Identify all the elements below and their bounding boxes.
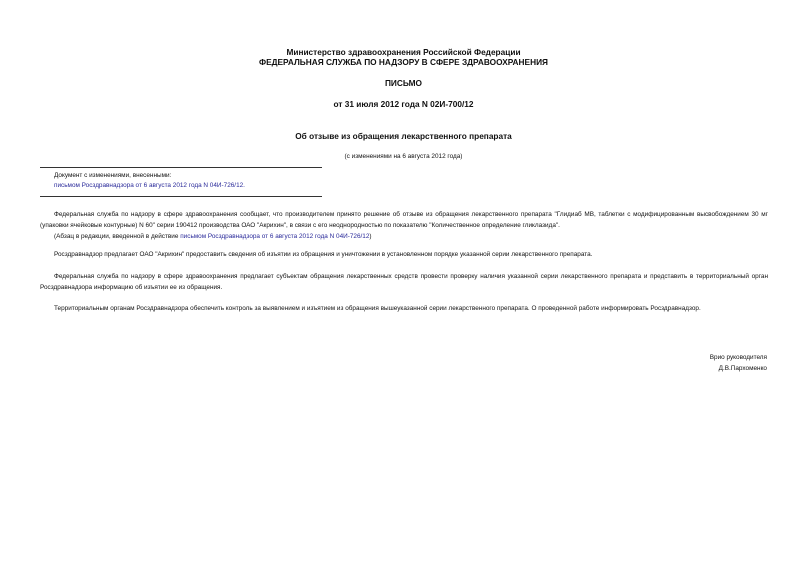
document-date-number: от 31 июля 2012 года N 02И-700/12 [333,99,474,109]
edit-note-link[interactable]: письмом Росздравнадзора от 6 августа 2012 года N 04И-726/12 [180,233,370,240]
paragraph-territorial-control: Территориальным органам Росздравнадзора обеспечить контроль за выявлением и изъятием из обращения вышеуказанной серии лекарственного препарата. О проведенной работе информировать Росздравнадзор. [54,305,701,312]
service-name: ФЕДЕРАЛЬНАЯ СЛУЖБА ПО НАДЗОРУ В СФЕРЕ ЗДРАВООХРАНЕНИЯ [259,57,548,67]
changes-box-top-divider [40,167,322,168]
signature-position: Врио руководителя [709,354,767,361]
paragraph-akrikhin-request: Росздравнадзор предлагает ОАО "Акрихин" предоставить сведения об изъятии из обращения и уничтожении в установленном порядке указанной серии лекарственного препарата. [54,251,593,258]
edit-note-prefix: (Абзац в редакции, введенной в действие [54,233,181,240]
changes-box-label: Документ с изменениями, внесенными: [54,172,172,179]
paragraph-recall-notice: Федеральная служба по надзору в сфере здравоохранения сообщает, что производителем принято решение об отзыве из обращения лекарственного препарата "Глидиаб МВ, таблетки с модифицированным высвобождением 30 мг (упаковки ячейковые контурные) N 60" серии 190412 производства ОАО "Акрихин", в связи с его неоднородностью по показателю "Количественное определение гликлазида". [40,211,768,229]
signature-name: Д.В.Пархоменко [718,365,767,372]
changes-box-bottom-divider [40,196,322,197]
changes-box-link[interactable]: письмом Росздравнадзора от 6 августа 2012 года N 04И-726/12. [54,182,245,189]
amendments-note: (с изменениями на 6 августа 2012 года) [344,153,463,160]
paragraph-edit-note [54,232,372,241]
document-type: ПИСЬМО [384,78,423,88]
edit-note-suffix: ) [369,233,372,240]
document-title: Об отзыве из обращения лекарственного препарата [295,131,512,141]
paragraph-subjects-check: Федеральная служба по надзору в сфере здравоохранения предлагает субъектам обращения лекарственных средств провести проверку наличия указанной серии лекарственного препарата и представить в территориальный орган Росздравнадзора информацию об изъятии ее из обращения. [40,273,768,291]
ministry-name: Министерство здравоохранения Российской Федерации [286,47,521,57]
